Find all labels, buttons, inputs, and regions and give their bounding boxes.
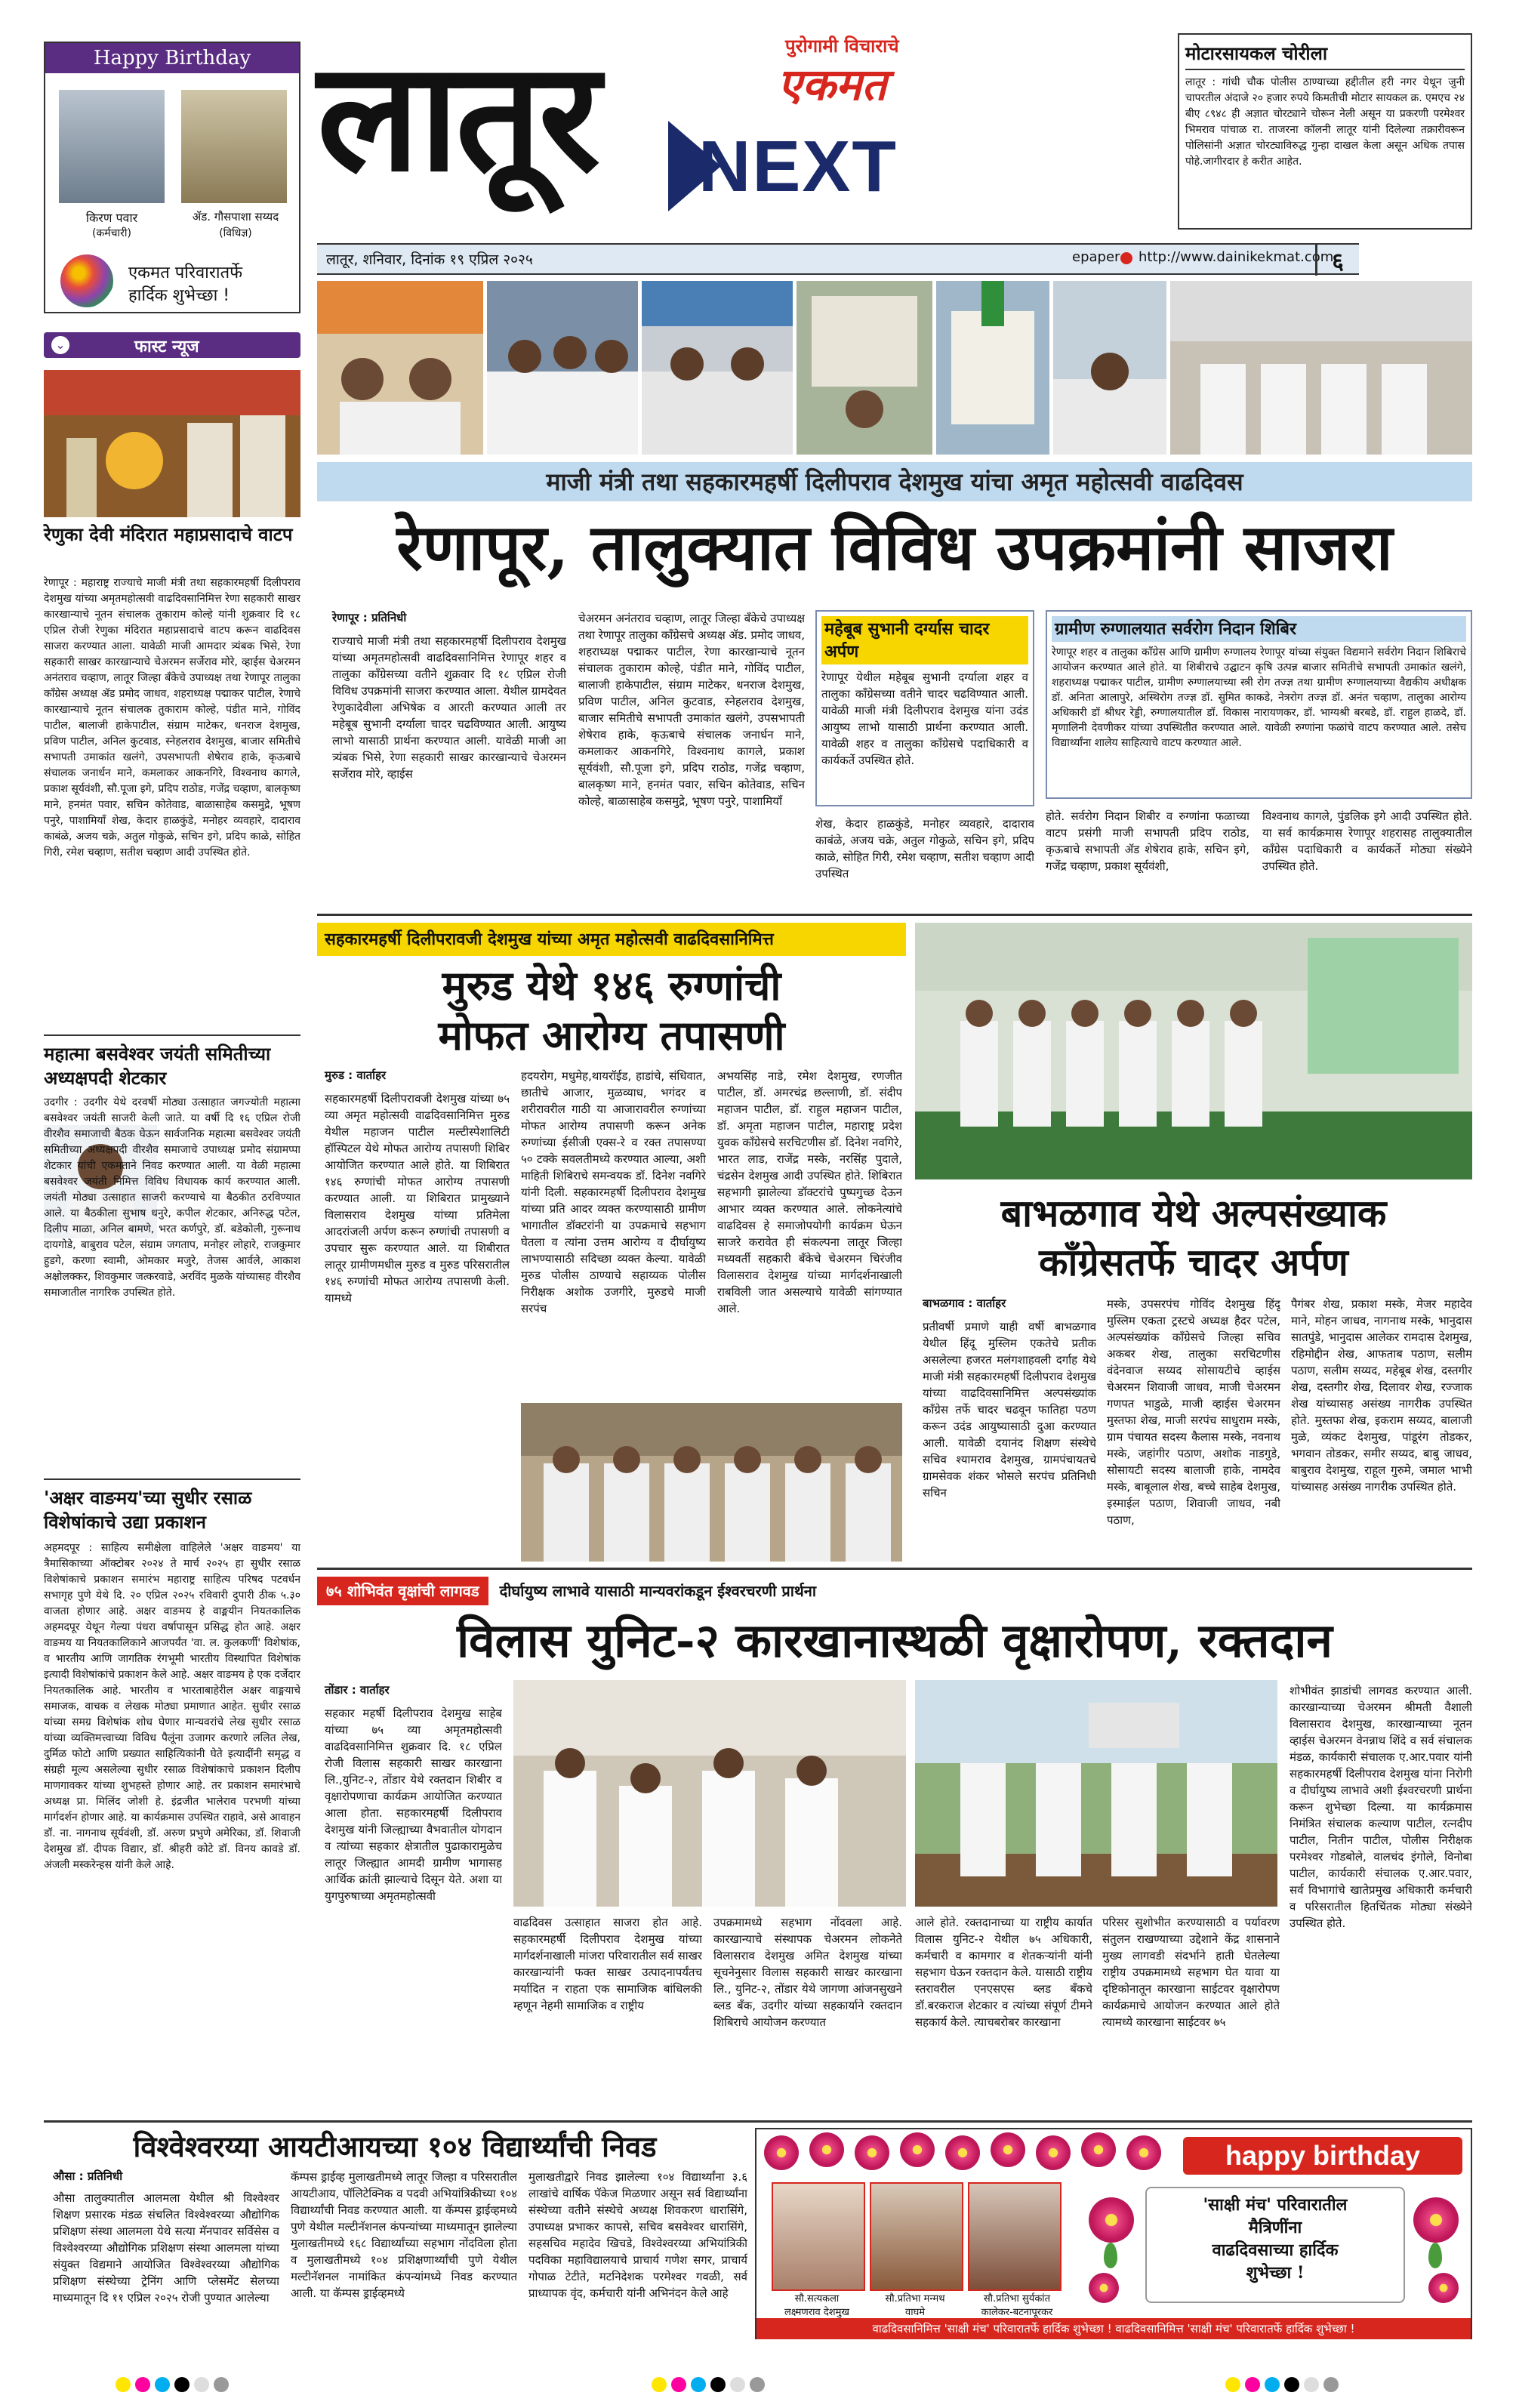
babhalgaon-headline-l2: काँग्रेसतर्फे चादर अर्पण: [1039, 1240, 1348, 1284]
person-photo: [59, 90, 165, 203]
wish-line: शुभेच्छा !: [1246, 2263, 1305, 2283]
right-top-box: [1178, 33, 1472, 230]
vilas-col4: आले होते. रक्तदानाच्या या राष्ट्रीय कार्यात विलास युनिट-२ येथील ७५ अधिकारी, कर्मचारी व कामगार व शेतकऱ्यांनी यांनी सहभाग घेऊन रक्तदान केले. यासाठी राष्ट्रीय स्तरावरील एनएसएस ब्लड बँकचे डॉ.बरकराज शेटकार व त्यांच्या संपूर्ण टीमने सहकार्य केले. त्याचबरोबर कारखाना: [915, 1916, 1092, 2029]
registration-marks: [113, 2377, 340, 2395]
person-name: सौ.प्रतिभा सुर्यकांत: [983, 2293, 1051, 2305]
person-name: सौ.प्रतिभा मन्मथ: [885, 2293, 945, 2305]
iti-col3: मुलाखतीद्वारे निवड झालेल्या १०४ विद्यार्थ्यांना ३.६ लाखांचे वार्षिक पॅकेज मिळणार असून सर्व विद्यार्थ्यांना संस्थेच्या वतीने संस्थेचे अध्यक्ष शिवकरण धारासिंगे, उपाध्यक्ष प्रभाकर कापसे, सचिव बसवेश्वर धारासिंगे, सहसचिव महादेव खिचडे, विश्वेश्वरय्या अभियांत्रिकी पदविका महाविद्यालयाचे प्राचार्य गणेश सगर, प्राचार्य गोपाळ टेटीते, मटनिदेशक परमेश्वर गवळी, सर्व प्राध्यापक वृंद, कर्मचारी यांनी अभिनंदन केले आहे: [528, 2170, 747, 2300]
left-story2-body: उदगीर : उदगीर येथे दरवर्षी मोठ्या उत्साहात जगज्योती महात्मा बसवेश्वर जयंती साजरी केली जाते. या वर्षी दि १६ एप्रिल रोजी वीरशैव समाजाची बैठक घेऊन सार्वजनिक महात्मा बसवेश्वर जयंती समितीच्या अध्यक्षपदी वीरशैव समाजाचे उपाध्यक्ष प्रमोद संग्रामप्पा शेटकार यांची एकमताने निवड करण्यात आली. या वेळी महात्मा बसवेश्वर जयंती निमित्त विविध विधायक कार्य करण्यात आली. जयंती मोठ्या उत्साहात साजरी करण्याचे या बैठकीत ठरविण्यात आले. या बैठकीला सुभाष धनुरे, कपील शेटकार, अनिरुद्ध पटेल, दिलीप माळा, अनिल बामणे, भरत कर्णपुरे, डॉ. बडेकोली, गुरूनाथ दायगोडे, बाबुराव पटेल, संग्राम जगताप, मनोहर लोहारे, राजकुमार हुडगे, करणा स्वामी, ओमकार मजुरे, तेजस आर्वले, आकाश अक्षोलक्कर, शिवकुमार जत्करवाडे, अरविंद मुळके यांच्यासह वीरशैव समाजातील नागरिक उपस्थित होते.: [44, 1096, 300, 1299]
person-name: कालेकर-बटनापूरकर: [981, 2307, 1053, 2318]
divider: [44, 1478, 300, 1480]
murud-byline: मुरुड : वार्ताहर: [325, 1068, 387, 1082]
registration-marks: [649, 2377, 876, 2395]
bday-banner: happy birthday: [1183, 2137, 1462, 2175]
murud-col1-end: [325, 1407, 510, 1559]
vilas-col1: सहकार महर्षी दिलीपराव देशमुख साहेब यांच्या ७५ व्या अमृतमहोत्सवी वाढदिवसानिमित्त शुक्रवार दि. १८ एप्रिल रोजी विलास सहकारी साखर कारखाना लि.,युनिट-२, तोंडार येथे रक्तदान शिबीर व वृक्षारोपणाचा कार्यक्रम आयोजित करण्यात आला होता. सहकारमहर्षी दिलीपराव देशमुख यांनी जिल्ह्याच्या वैभवातील योगदान व त्यांच्या सहकार क्षेत्रातील पुढाकारामुळेच लातूर जिल्ह्यात आमदी ग्रामीण भागासह आर्थिक क्रांती झाल्याचे दिसून येते. अशा या युगपुरुषाच्या अमृतमहोत्सवी: [325, 1707, 502, 1903]
lead-photo-4: [797, 281, 932, 455]
wish-line: हार्दिक शुभेच्छा !: [128, 286, 230, 305]
bouquet-icon: [60, 254, 113, 307]
murud-headline-l1: मुरुड येथे १४६ रुग्णांची: [442, 961, 781, 1010]
birthday-left-header: Happy Birthday: [45, 43, 299, 73]
leaf-icon: [1428, 2243, 1442, 2268]
flower-icon: [945, 2135, 980, 2170]
right-top-body: लातूर : गांधी चौक पोलीस ठाण्याच्या हद्दीतील हरी नगर येथून जुनी चापरतील अंदाजे २० हजार रुपये किमतीची मोटार सायकल क्र. एमएच २४ बीए ८९४८ ही अज्ञात चोरट्याने चोरून नेली असून या प्रकरणी परमेश्वर भिमराव पांचाळ रा. ताजरना कॉलनी लातूर यांनी दिलेल्या तक्रारीवरून पोलिसांनी अज्ञात चोरट्याविरुद्ध गुन्हा दाखल केला असून अधिक तपास पोहे.जागीरदार हे करीत आहेत.: [1185, 76, 1465, 168]
person-photo: [870, 2182, 963, 2291]
babhalgaon-headline-l1: बाभळगाव येथे अल्पसंख्याक: [1000, 1191, 1387, 1235]
left-story3-headline: 'अक्षर वाङमय'च्या सुधीर रसाळ विशेषांकाचे उद्या प्रकाशन: [44, 1487, 252, 1533]
chevron-down-icon: ⌄: [51, 336, 69, 354]
lead-col1: राज्याचे माजी मंत्री तथा सहकारमहर्षी दिलीपराव देशमुख यांच्या अमृतमहोत्सवी वाढदिवसानिमित्त रेणापूर शहर व तालुका काँग्रेसच्या वतीने शुक्रवार दि १८ एप्रिल रोजी विविध उपक्रमांनी साजरा करण्यात आला. येथील ग्रामदेवत रेणुकादेवीला अभिषेक व आरती करण्यात आली तर महेबूब सुभानी दर्ग्याला चादर चढविण्यात आली. आयुष्य लाभो यासाठी प्रार्थना करण्यात आली. यावेळी माजी आ त्र्यंबक भिसे, रेणा सहकारी साखर कारखान्याचे चेअरमन सर्जेराव मोरे, व्हाईस: [332, 634, 566, 781]
birthday-left-box: [44, 42, 300, 313]
sub1-headline: महेबूब सुभानी दर्ग्यास चादर अर्पण: [821, 616, 1028, 664]
vilas-byline: तोंडार : वार्ताहर: [325, 1683, 390, 1697]
person-name: सौ.सत्यकला: [794, 2293, 840, 2305]
person-role: (कर्मचारी): [92, 227, 131, 239]
person-name: लक्ष्मणराव देशमुख: [784, 2307, 849, 2318]
vilas-banner-right: दीर्घायुष्य लाभावे यासाठी मान्यवरांकडून ईश्वरचरणी प्रार्थना: [499, 1582, 817, 1600]
flower-icon: [809, 2132, 844, 2167]
lead-kicker: माजी मंत्री तथा सहकारमहर्षी दिलीपराव देशमुख यांचा अमृत महोत्सवी वाढदिवस: [317, 462, 1472, 501]
left-story3-body: अहमदपूर : साहित्य समीक्षेला वाहिलेले 'अक्षर वाङमय' या त्रैमासिकाच्या ऑक्टोबर २०२४ ते मार्च २०२५ हा सुधीर रसाळ विशेषांकाचे प्रकाशन समारंभ महाराष्ट्र साहित्य परिषद पटवर्धन सभागृह पुणे येथे दि. २० एप्रिल २०२५ रविवारी दुपारी ठीक ५.३० वाजता होणार आहे. अक्षर वाङमय हे वाङ्मयीन नियतकालिक अहमदपूर येथून गेल्या पंधरा वर्षापासून प्रसिद्ध होत आहे. अक्षर वाङमय या नियतकालिकाने आजपर्यंत 'वा. ल. कुलकर्णी' विशेषांक, व भारतीय आणि जागतिक रंगभूमी भारतीय विस्थापित विशेषांक इत्यादी विशेषांकांचे प्रकाशन केले आहे. अक्षर वाङमय हे एक दर्जेदार नियतकालिक आहे. भारतीय व भारताबाहेरील अक्षर वाङ्मयाचे समाजक, वाचक व लेखक मोठ्या प्रमाणात आहेत. सुधीर रसाळ यांच्या समग्र विशेषांक शोध घेणार मान्यवरांचे लेख सुधीर रसाळ यांच्या व्यक्तिमत्त्वाच्या विविध पैलूंना उजागर करणारे ललित लेख, दुर्मिळ फोटो आणि प्रख्यात साहित्यिकांनी घेते इत्यादींनी समृद्ध व संग्रही मूल्य असलेल्या सुधीर रसाळ विशेषांकाचे प्रकाशन दिलीप माणगावकर यांच्या शुभहस्ते होणार आहे. तर प्रकाशन समारंभाचे अध्यक्ष प्रा. मिलिंद जोशी हे. इंद्रजीत भालेराव परभणी यांच्या मार्गदर्शन होणार आहे. या कार्यक्रमास उपस्थित राहावे, असे आवाहन डॉ. ना. नागनाथ सूर्यवंशी, डॉ. अरुण प्रभुणे अमेरिका, डॉ. शिवाजी देशमुख डॉ. दीपक विद्यार, डॉ. श्रीहरी कोटे डॉ. विनय कावडे डॉ. अंजली मस्करेन्हस यांनी केले आहे.: [44, 1542, 300, 1871]
iti-col2: कॅम्पस ड्राईव्ह मुलाखतीमध्ये लातूर जिल्हा व परिसरातील आयटीआय, पॉलिटेक्निक व पदवी अभियांत्रिकीच्या १०४ विद्यार्थ्यांची निवड करण्यात आली. या कॅम्पस ड्राईव्हमध्ये पुणे येथील मल्टीनॅशनल कंपन्यांच्या माध्यमातून झालेल्या मुलाखतीमध्ये १६८ विद्यार्थ्यांच्या सहभाग नोंदविला होता व मुलाखतीमध्ये १०४ प्रशिक्षणार्थ्यांची पुणे येथील मल्टीनॅशनल नामांकित कंपन्यांमध्ये निवड करण्यात आली. या कॅम्पस ड्राईव्हमध्ये: [291, 2170, 517, 2300]
flower-icon: [900, 2132, 935, 2167]
vilas-col5: परिसर सुशोभीत करण्यासाठी व पर्यावरण संतुलन राखण्याच्या उद्देशाने केंद्र शासनाने मुख्य लागवडी संदर्भाने हाती घेतलेल्या राष्ट्रीय उपक्रमामध्ये सहभाग घेत यावा या दृष्टिकोनातून कारखाना साईटवर वृक्षारोपण कार्यक्रमाचे आयोजन करण्यात आले होते त्यामध्ये कारखाना साईटवर ७५: [1102, 1916, 1280, 2029]
lead-photo-2: [487, 281, 638, 455]
vilas-photo-1: [513, 1680, 906, 1907]
lead-headline: रेणापूर, तालुक्यात विविध उपक्रमांनी साजरा: [396, 510, 1393, 584]
murud-col1: सहकारमहर्षी दिलीपरावजी देशमुख यांच्या ७५ व्या अमृत महोत्सवी वाढदिवसानिमित्त मुरुड येथील महाजन पाटील मल्टीस्पेशालिटी हॉस्पिटल येथे मोफत आरोग्य तपासणी शिबिर आयोजित करण्यात आले होते. या शिबिरात १४६ रुग्णांची मोफत आरोग्य तपासणी करण्यात आली. या शिबिरात प्रामुख्याने विलासराव देशमुख यांच्या प्रतिमेला आदरांजली अर्पण करून रुग्णांची तपासणी व उपचार सुरू करण्यात आले. या शिबीरात लातूर ग्रामीणमधील मुरुड व मुरुड परिसरातील १४६ रुग्णांची मोफत आरोग्य तपासणी केली. यामध्ये: [325, 1092, 510, 1305]
iti-col1: औसा तालुक्यातील आलमला येथील श्री विश्वेश्वर शिक्षण प्रसारक मंडळ संचलित विश्वेश्वरय्या औद्योगिक प्रशिक्षण संस्था आलमला येथे सत्या मॅनपावर सर्विसेस व विश्वेश्वरय्या औद्योगिक प्रशिक्षण संस्था आलमला यांच्या संयुक्त विद्यमाने आयोजित विश्वेश्वरय्या औद्योगिक प्रशिक्षण संस्थेच्या ट्रेनिंग आणि प्लेसमेंट सेलच्या माध्यमातून दि ११ एप्रिल २०२५ रोजी पुण्यात आलेल्या: [53, 2191, 279, 2305]
flower-icon: [1428, 2273, 1459, 2303]
sub2-body: रेणापूर शहर व तालुका काँग्रेस आणि ग्रामीण रुग्णालय रेणापूर यांच्या संयुक्त विद्यमाने सर्वरोग निदान शिबिराचे आयोजन करण्यात आले होते. या शिबीराचे उद्घाटन कृषि उत्पन्न बाजार समितीचे सभापती उमाकांत खलंगे, शहराध्यक्ष पद्माकर पाटील, ग्रामीण रुग्णालयाच्या स्त्री रोग तज्ज्ञ तथा ग्रामीण रुग्णालयाच्या वैद्यकीय अधीक्षक डॉ. अनिता आलापुरे, अस्थिरोग तज्ज्ञ डॉ. सुमित काकडे, नेत्ररोग तज्ज्ञ डॉ. अनंत चव्हाण, तालुका आरोग्य अधिकारी डॉ श्रीधर रेड्डी, रुग्णालयातील डॉ. विकास नारायणकर, डॉ. भाग्यश्री बरबडे, डॉ. राहुल हाळदे, डॉ. मृणालिनी देवणीकर यांच्या उपस्थितीत करण्यात आले. यावेळी रुग्णांना फळांचे वाटप करण्यात आले. तसेच विद्यार्थ्यांना शालेय साहित्याचे वाटप करण्यात आले.: [1052, 646, 1466, 749]
lead-byline: रेणापूर : प्रतिनिधी: [332, 611, 407, 624]
flower-icon: [1126, 2135, 1161, 2170]
registration-marks: [1223, 2377, 1450, 2395]
dateline: लातूर, शनिवार, दिनांक १९ एप्रिल २०२५: [326, 251, 533, 268]
iti-byline: औसा : प्रतिनिधी: [53, 2169, 123, 2183]
babhalgaon-byline: बाभळगाव : वार्ताहर: [923, 1296, 1006, 1310]
divider: [44, 1034, 300, 1036]
vilas-headline: विलास युनिट-२ कारखानास्थळी वृक्षारोपण, रक्तदान: [457, 1613, 1333, 1668]
vilas-col2: वाढदिवस उत्साहात साजरा होत आहे. सहकारमहर्षी दिलीपराव देशमुख यांच्या मार्गदर्शनाखाली मांजरा परिवारातील सर्व साखर कारखान्यांनी फक्त साखर उत्पादनापर्यंतच मर्यादित न राहता एक सामाजिक बांधिलकी म्हणून नेहमी सामाजिक व राष्ट्रीय: [513, 1916, 702, 2012]
vilas-banner: [317, 1577, 1472, 1605]
vilas-col6: शोभीवंत झाडांची लागवड करण्यात आली. कारखान्याच्या चेअरमन श्रीमती वैशाली विलासराव देशमुख, कारखान्याच्या नूतन व्हाईस चेअरमन वेनन्नाथ शिंदे व सर्व संचालक मंडळ, कार्यकारी संचालक ए.आर.पवार यांनी सहकारमहर्षी दिलीपराव देशमुख यांना निरोगी व दीर्घायुष्य लाभावे अशी ईश्वरचरणी प्रार्थना करून शुभेच्छा दिल्या. या कार्यक्रमास निमंत्रित संचालक कल्याण पाटील, रत्नदीप पाटील, नितीन पाटील, पोलीस निरीक्षक परमेश्वर गोडबोले, वालचंद इंगोले, विनोबा पाटील, कार्यकारी संचालक ए.आर.पवार, सर्व विभागांचे खातेप्रमुख अधिकारी कर्मचारी व परिसरातील हितचिंतक मोठ्या संख्येने उपस्थित होते.: [1290, 1684, 1472, 1930]
lead-photo-7: [1170, 281, 1472, 455]
flower-icon: [764, 2135, 799, 2170]
person-name: किरण पवार: [85, 211, 138, 225]
page-number: ६: [1315, 245, 1358, 276]
sub2-tail-a: होते. सर्वरोग निदान शिबीर व रुग्णांना फळाच्या वाटप प्रसंगी माजी सभापती प्रदिप राठोड, कृऊबाचे सभापती ॲड शेषेराव हाके, सचिन इगे, गजेंद्र चव्हाण, प्रकाश सूर्यवंशी,: [1046, 809, 1249, 873]
vilas-col3: उपक्रमामध्ये सहभाग नोंदवला आहे. कारखान्याचे संस्थापक चेअरमन लोकनेते विलासराव देशमुख अमित देशमुख यांच्या सूचनेनुसार विलास सहकारी साखर कारखाना लि., युनिट-२, तोंडार येथे जागणा आंजनसुखने ब्लड बँक, उदगीर यांच्या सहकार्याने रक्तदान शिबिराचे आयोजन करण्यात: [713, 1916, 902, 2029]
lead-photo-1: [317, 281, 483, 455]
flower-icon: [855, 2135, 889, 2170]
right-top-headline: मोटारसायकल चोरीला: [1185, 41, 1465, 70]
person-photo: [772, 2182, 865, 2291]
next-logo: [668, 121, 898, 211]
fast-news-label: फास्ट न्यूज: [134, 338, 199, 356]
epaper-label: epaper: [1072, 249, 1120, 265]
date-strip: [317, 243, 1359, 275]
lead-photo-5: [936, 281, 1049, 455]
epaper-icon: [1120, 252, 1132, 264]
babhalgaon-col2: मस्के, उपसरपंच गोविंद देशमुख हिंदू मुस्लिम एकता ट्रस्टचे अध्यक्ष हैदर पटेल, अल्पसंख्यांक काँग्रेसचे जिल्हा सचिव अकबर शेख, तालुका सरचिटणीस वंदेनवाज सय्यद सोसायटीचे व्हाईस चेअरमन शिवाजी जाधव, माजी चेअरमन गणपत भाडुळे, माजी व्हाईस चेअरमन मुस्तफा शेख, माजी सरपंच साधुराम मस्के, ग्राम पंचायत सदस्य कैलास मस्के, नवनाथ मस्के, जहांगीर पठाण, अशोक नाडगुडे, सोसायटी सदस्य बालाजी हाके, नामदेव मस्के, बाबूलाल शेख, बच्चे साहेब देशमुख, इस्माईल पठाण, शिवाजी जाधव, नबी पठाण,: [1107, 1297, 1280, 1527]
person-name: ॲड. गौसपाशा सय्यद: [192, 210, 279, 224]
bday-bottom-box: [755, 2128, 1472, 2339]
flower-icon: [1413, 2197, 1459, 2243]
bday-footer: वाढदिवसानिमित्त 'साक्षी मंच' परिवारातर्फे हार्दिक शुभेच्छा ! वाढदिवसानिमित्त 'साक्षी मंच' परिवारातर्फे हार्दिक शुभेच्छा !: [756, 2318, 1471, 2339]
lead-photo-6: [1053, 281, 1166, 455]
left-story1-body: रेणापूर : महाराष्ट्र राज्याचे माजी मंत्री तथा सहकारमहर्षी दिलीपराव देशमुख यांच्या अमृतमहोत्सवी वाढदिवसानिमित्त रेणा सहकारी साखर कारखान्याचे नूतन संचालक तुकाराम कोल्हे यांनी शुक्रवार दि १८ एप्रिल रोजी रेणुका मंदिरात महाप्रसादाचे वाटप करून वाढदिवस साजरा करण्यात आला. यावेळी माजी आमदार त्र्यंबक भिसे, रेणा सहकारी साखर कारखान्याचे चेअरमन सर्जेराव मोरे, व्हाईस चेअरमन अनंतराव चव्हाण, लातूर जिल्हा बँकेचे उपाध्यक्ष तथा रेणापूर तालुका काँग्रेस अध्यक्ष ॲड प्रमोद जाधव, शहराध्यक्ष पद्माकर पाटील, रेणाचे कारखान्याचे नूतन संचालक तुकाराम कोल्हे, पंडीत माने, गोविंद पाटील, बालाजी हाकेपाटील, संग्राम माटेकर, धनराज देशमुख, प्रविण पाटील, अनिल कुटवाड, स्नेहलराव देशमुख, बाजार समितीचे सभापती उमाकांत खलंगे, उपसभापती शेषेराव हाके, कृऊबाचे संचालक जनार्धन माने, कमलाकर आकनगिरे, विश्वनाथ कागले, प्रकाश सूर्यवंशी, सौ.पूजा इगे, प्रदिप राठोड, गजेंद्र चव्हाण, बालकृष्ण माने, हनमंत पवार, सचिन कोतेवाड, बाळासाहेब कसमुद्रे, भूषण पनुरे, पाशामियाँ शेख, केदार हाळकुंडे, मनोहर व्यवहारे, दादाराव काबंळे, अजय चक्रे, अतुल गोकुळे, सचिन इगे, प्रदिप काळे, सोहित गिरी, रमेश चव्हाण, सतीश चव्हाण आदी उपस्थित होते.: [44, 577, 300, 859]
leaf-icon: [1104, 2243, 1117, 2268]
murud-col3: अभयसिंह नाडे, रमेश देशमुख, रणजीत पाटील, डॉ. अमरचंद्र छल्लाणी, डॉ. संदीप महाजन पाटील, डॉ. राहुल महाजन पाटील, डॉ. अमृता महाजन पाटील, महाराष्ट्र प्रदेश युवक काँग्रेसचे सरचिटणीस डॉ. दिनेश नवगिरे, भारत लाड, राजेंद्र मस्के, नरसिंह पुदाले, चंद्रसेन देशमुख आदी उपस्थित होते. शिबिरात सहभागी झालेल्या डॉक्टरांचे पुष्पगुच्छ देऊन आभार व्यक्त करण्यात आले. लोकनेत्यांचे वाढदिवस हे समाजोपयोगी कार्यक्रम घेऊन साजरे करावेत ही संकल्पना लातूर जिल्हा मध्यवर्ती सहकारी बँकेचे चेअरमन चिरंजीव विलासराव देशमुख यांच्या मार्गदर्शनाखाली राबविली जात असल्याचे यावेळी सांगण्यात आले.: [717, 1069, 902, 1315]
renuka-temple-photo: [44, 370, 300, 517]
masthead-title: लातूर: [317, 28, 598, 205]
lead-col2: चेअरमन अनंतराव चव्हाण, लातूर जिल्हा बँकेचे उपाध्यक्ष तथा रेणापूर तालुका काँग्रेसचे अध्यक्ष ॲड. प्रमोद जाधव, शहराध्यक्ष पद्माकर पाटील, रेणा कारखान्याचे नूतन संचालक तुकाराम कोल्हे, पंडीत माने, गोविंद पाटील, बालाजी हाकेपाटील, संग्राम माटेकर, धनराज देशमुख, प्रविण पाटील, अनिल कुटवाड, स्नेहलराव देशमुख, बाजार समितीचे सभापती उमाकांत खलंगे, उपसभापती शेषेराव हाके, कृऊबाचे संचालक जनार्धन माने, कमलाकर आकनगिरे, विश्वनाथ कागले, प्रकाश सूर्यवंशी, सौ.पूजा इगे, प्रदिप राठोड, गजेंद्र चव्हाण, बालकृष्ण माने, हनमंत पवार, सचिन कोतेवाड, सचिन कोल्हे, बाळासाहेब कसमुद्रे, भूषण पनुरे, पाशामियाँ: [578, 612, 805, 808]
wish-line: मैत्रिणींना: [1248, 2218, 1302, 2237]
sub2-headline: ग्रामीण रुग्णालयात सर्वरोग निदान शिबिर: [1052, 616, 1466, 642]
babhalgaon-col3: पैगंबर शेख, प्रकाश मस्के, मेजर महादेव माने, मोहन जाधव, नागनाथ मस्के, भानुदास सातपुंडे, भानुदास आलेकर रामदास देशमुख, रहिमोद्दीन शेख, आफताब पठाण, सलीम पठाण, सलीम सय्यद, महेबूब शेख, दस्तगीर शेख, दस्तगीर शेख, दिलावर शेख, रज्जाक शेख यांच्यासह असंख्य नागरीक उपस्थित होते. मुस्तफा शेख, इकराम सय्यद, बालाजी मुळे, व्यंकट देशमुख, पांडूरंग तोडकर, भगवान तोडकर, समीर सय्यद, बाबु जाधव, बाबुराव देशमुख, राहूल गुरुमे, जमाल भाभी यांच्यासह असंख्य नागरीक उपस्थित होते.: [1291, 1297, 1472, 1494]
sub1-tail: शेख, केदार हाळकुंडे, मनोहर व्यवहारे, दादाराव काबंळे, अजय चक्रे, अतुल गोकुळे, सचिन इगे, प्रदिप काळे, सोहित गिरी, रमेश चव्हाण, सतीश चव्हाण आदी उपस्थित: [815, 817, 1034, 880]
sub1-body: रेणापूर येथील महेबूब सुभानी दर्ग्याला शहर व तालुका काँग्रेसच्या वतीने चादर चढविण्यात आली. यावेळी माजी मंत्री दिलीपराव देशमुख यांना उदंड आयुष्य लाभो यासाठी प्रार्थना करण्यात आली. यावेळी शहर व तालुका काँग्रेसचे पदाधिकारी व कार्यकर्ते उपस्थित होते.: [821, 671, 1028, 767]
babhalgaon-col1: प्रतीवर्षी प्रमाणे याही वर्षी बाभळगाव येथील हिंदू मुस्लिम एकतेचे प्रतीक असलेल्या हजरत मलंगशाहवली दर्गाह येथे माजी मंत्री सहकारमहर्षी दिलीपराव देशमुख यांच्या वाढदिवसानिमित्त अल्पसंख्यांक काँग्रेस तर्फे चादर चढवून फातिहा पठण करून उदंड आयुष्यासाठी दुआ करण्यात आली. यावेळी दयानंद शिक्षण संस्थेचे सचिव श्यामराव देशमुख, ग्रामपंचायतचे ग्रामसेवक शंकर भोसले सरपंच प्रतिनिधी सचिन: [923, 1320, 1096, 1500]
murud-banner: सहकारमहर्षी दिलीपरावजी देशमुख यांच्या अमृत महोत्सवी वाढदिवसानिमित्त: [317, 923, 906, 956]
murud-headline-l2: मोफत आरोग्य तपासणी: [438, 1011, 785, 1059]
fast-news-band: [44, 332, 300, 358]
vilas-photo-2: [915, 1680, 1277, 1907]
divider: [317, 1568, 1472, 1570]
wish-line: एकमत परिवारातर्फे: [128, 264, 243, 282]
person-photo: [181, 90, 287, 203]
flower-icon: [991, 2132, 1025, 2167]
divider: [44, 2120, 1472, 2123]
wish-line: 'साक्षी मंच' परिवारातील: [1203, 2195, 1348, 2215]
sub2-box: [1046, 610, 1472, 799]
flower-icon: [1036, 2135, 1071, 2170]
wish-box: [1145, 2187, 1405, 2303]
babhalgaon-photo: [915, 923, 1472, 1179]
masthead: [317, 23, 1148, 242]
left-story1-headline: रेणुका देवी मंदिरात महाप्रसादाचे वाटप: [44, 523, 293, 545]
vilas-banner-left: ७५ शोभिवंत वृक्षांची लागवड: [317, 1577, 488, 1605]
sub2-tail-b: विश्वनाथ कागले, पुंडलिक इगे आदी उपस्थित होते. या सर्व कार्यक्रमास रेणापूर शहरासह तालुक्यातील काँग्रेस पदाधिकारी व कार्यकर्ते मोठ्या संख्येने उपस्थित होते.: [1262, 809, 1472, 873]
wish-line: वाढदिवसाच्या हार्दिक: [1212, 2240, 1339, 2260]
flower-icon: [1081, 2132, 1116, 2167]
brand-tagline: पुरोगामी विचाराचे: [785, 35, 899, 57]
flower-icon: [1089, 2197, 1134, 2243]
divider: [317, 914, 1472, 916]
sub1-box: [815, 610, 1034, 806]
flower-icon: [1089, 2273, 1119, 2303]
brand-logo: एकमत: [778, 59, 887, 110]
person-photo: [968, 2182, 1062, 2291]
next-label: NEXT: [698, 126, 898, 207]
person-role: (विधिज्ञ): [219, 227, 252, 239]
person-name: वाघमे: [904, 2307, 926, 2318]
iti-headline: विश्वेश्वरय्या आयटीआयच्या १०४ विद्यार्थ्यांची निवड: [133, 2129, 657, 2163]
murud-col2: हदयरोग, मधुमेह,थायरॉईड, हाडांचे, संधिवात, छातीचे आजार, मुळव्याध, भगंदर व शरीरावरील गाठी या आजारावरील रुग्णांच्या मोफत आरोग्य तपासणी करून अनेक रुग्णांच्या ईसीजी एक्स-रे व रक्त तपासण्या ५० टक्के सवलतीमध्ये करण्यात आल्या, अशी माहिती शिबिराचे समन्वयक डॉ. दिनेश नवगिरे यांनी दिली. सहकारमहर्षी दिलीपराव देशमुख यांच्या प्रति आदर व्यक्त करण्यासाठी ग्रामीण भागातील डॉक्टरांनी या उपक्रमाचे सहभाग घेतला व त्यांना उत्तम आरोग्य व दीर्घायुष्य लाभण्यासाठी सदिच्छा व्यक्त केल्या. यावेळी मुरुड पोलीस ठाण्याचे सहाय्यक पोलीस निरीक्षक अशोक उजगीरे, मुरुडचे माजी सरपंच: [521, 1069, 706, 1315]
murud-photo: [521, 1403, 902, 1562]
lead-photo-3: [642, 281, 793, 455]
left-story2-headline: महात्मा बसवेश्वर जयंती समितीच्या अध्यक्षपदी शेटकार: [44, 1043, 271, 1089]
website-link[interactable]: http://www.dainikekmat.com: [1139, 249, 1334, 265]
